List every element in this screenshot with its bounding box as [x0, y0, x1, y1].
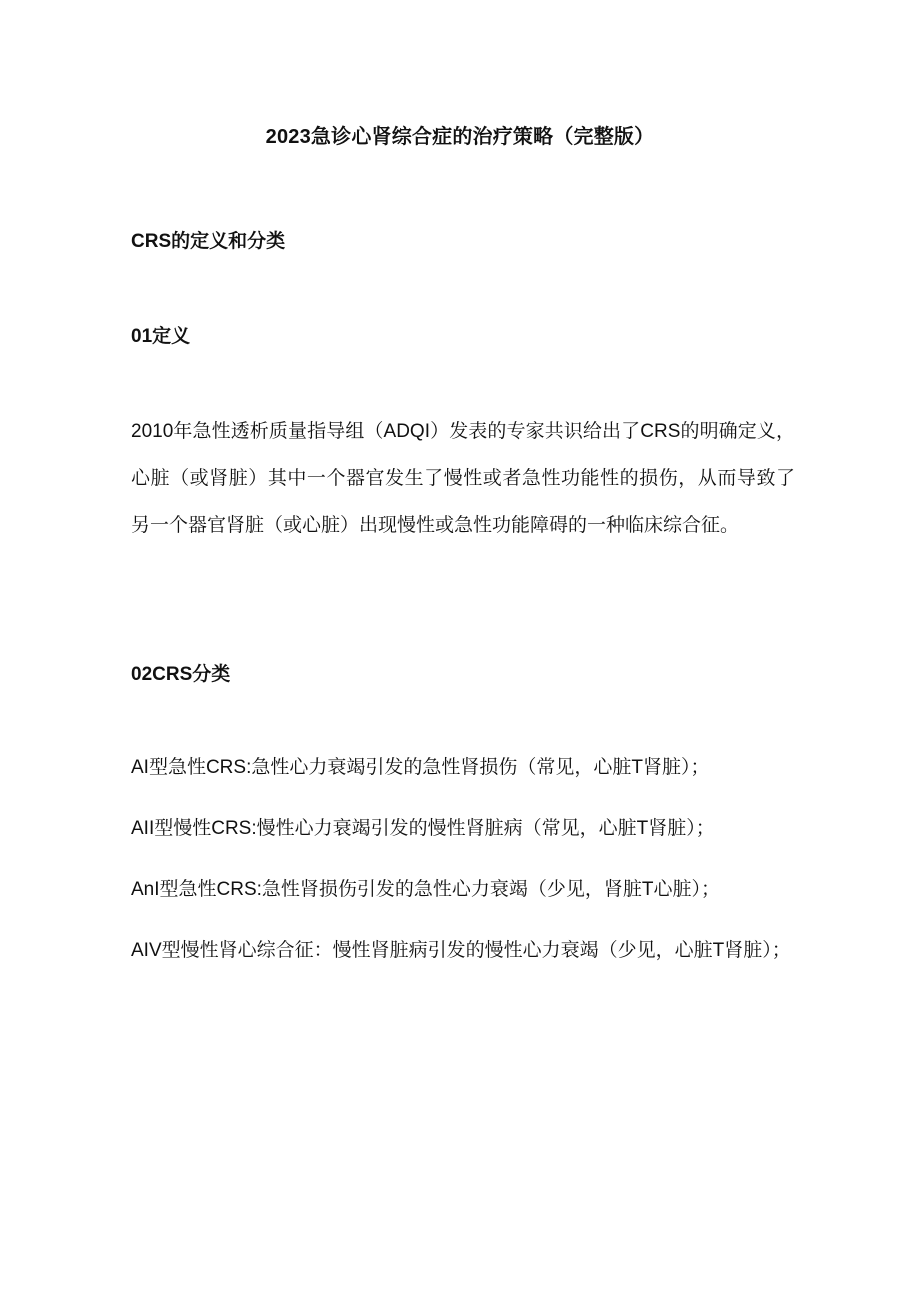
- definition-paragraph: 2010年急性透析质量指导组（ADQI）发表的专家共识给出了CRS的明确定义，心脏（或肾脏）其中一个器官发生了慢性或者急性功能性的损伤，从而导致了另一个器官肾脏（或心脏）出现慢性或急性功能障碍的一种临床综合征。: [131, 421, 795, 536]
- classification-item-type-4: AIV型慢性肾心综合征：慢性肾脏病引发的慢性心力衰竭（少见，心脏T肾脏）；: [131, 940, 791, 961]
- document-title: 2023急诊心肾综合症的治疗策略（完整版）: [265, 126, 655, 148]
- classification-heading: 02CRS分类: [131, 664, 231, 685]
- classification-list: [131, 744, 795, 988]
- definition-heading: 01定义: [131, 326, 191, 347]
- classification-item-type-2: AII型慢性CRS:慢性心力衰竭引发的慢性肾脏病（常见，心脏T肾脏）；: [131, 818, 715, 839]
- classification-item-type-1: AI型急性CRS:急性心力衰竭引发的急性肾损伤（常见，心脏T肾脏）；: [131, 757, 710, 778]
- section-heading: CRS的定义和分类: [131, 231, 286, 252]
- classification-item-type-3: AnI型急性CRS:急性肾损伤引发的急性心力衰竭（少见，肾脏T心脏）；: [131, 879, 721, 900]
